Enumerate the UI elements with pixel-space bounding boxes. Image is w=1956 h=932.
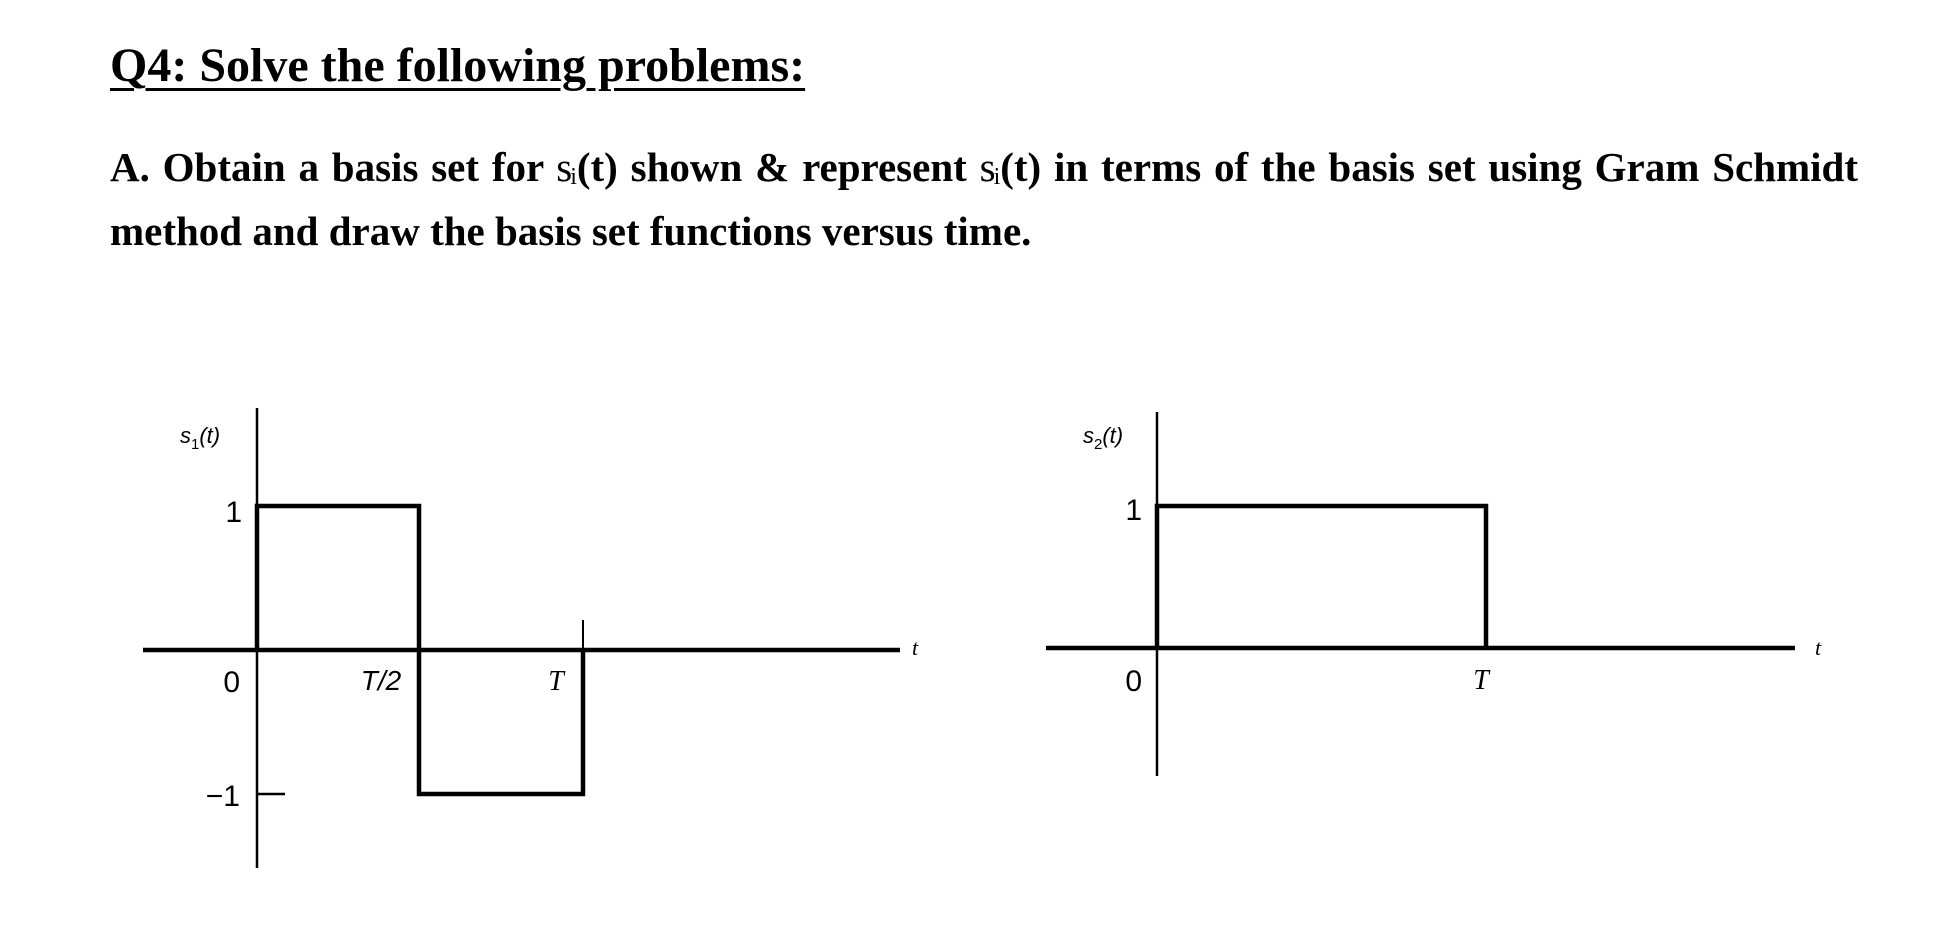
arg-t-2: (t) [1000,144,1042,190]
s2-ytick-label-1: 1 [1125,494,1142,527]
s2-ytick-label-0: 0 [1125,665,1142,698]
s1-xtick-label-T: T [548,666,564,697]
question-heading: Q4: Solve the following problems: [110,39,806,92]
subscript-i-2: i [993,164,1001,190]
s1-xtick-label-half-T: T/2 [360,665,402,696]
s1-ytick-label-1: 1 [225,496,242,529]
s2-xtick-label-T: T [1473,665,1489,696]
s1-ytick-label-0: 0 [223,666,240,699]
s1-x-axis-label: t [912,635,919,660]
arg-t-1: (t) [576,144,618,190]
figure-s1 [143,408,919,868]
s-letter-2: s [979,144,996,190]
subscript-i-1: i [570,164,577,190]
question-text-start: A. Obtain a basis set for [110,144,557,190]
s1-signal-label: $s_1(t)$ [180,423,221,453]
s1-ytick-label-minus-1: −1 [205,780,240,813]
question-text-end: in terms of the basis set using Gram Schmidt method and draw the basis set functions versus time. [110,144,1858,254]
s2-x-axis-label: t [1815,635,1822,660]
question-text-mid: shown & represent [617,144,980,190]
s2-signal-label: $s_2(t)$ [1083,423,1124,453]
s2-waveform [1157,506,1486,648]
figure-s2 [1046,412,1822,776]
s-letter-1: s [556,144,573,190]
